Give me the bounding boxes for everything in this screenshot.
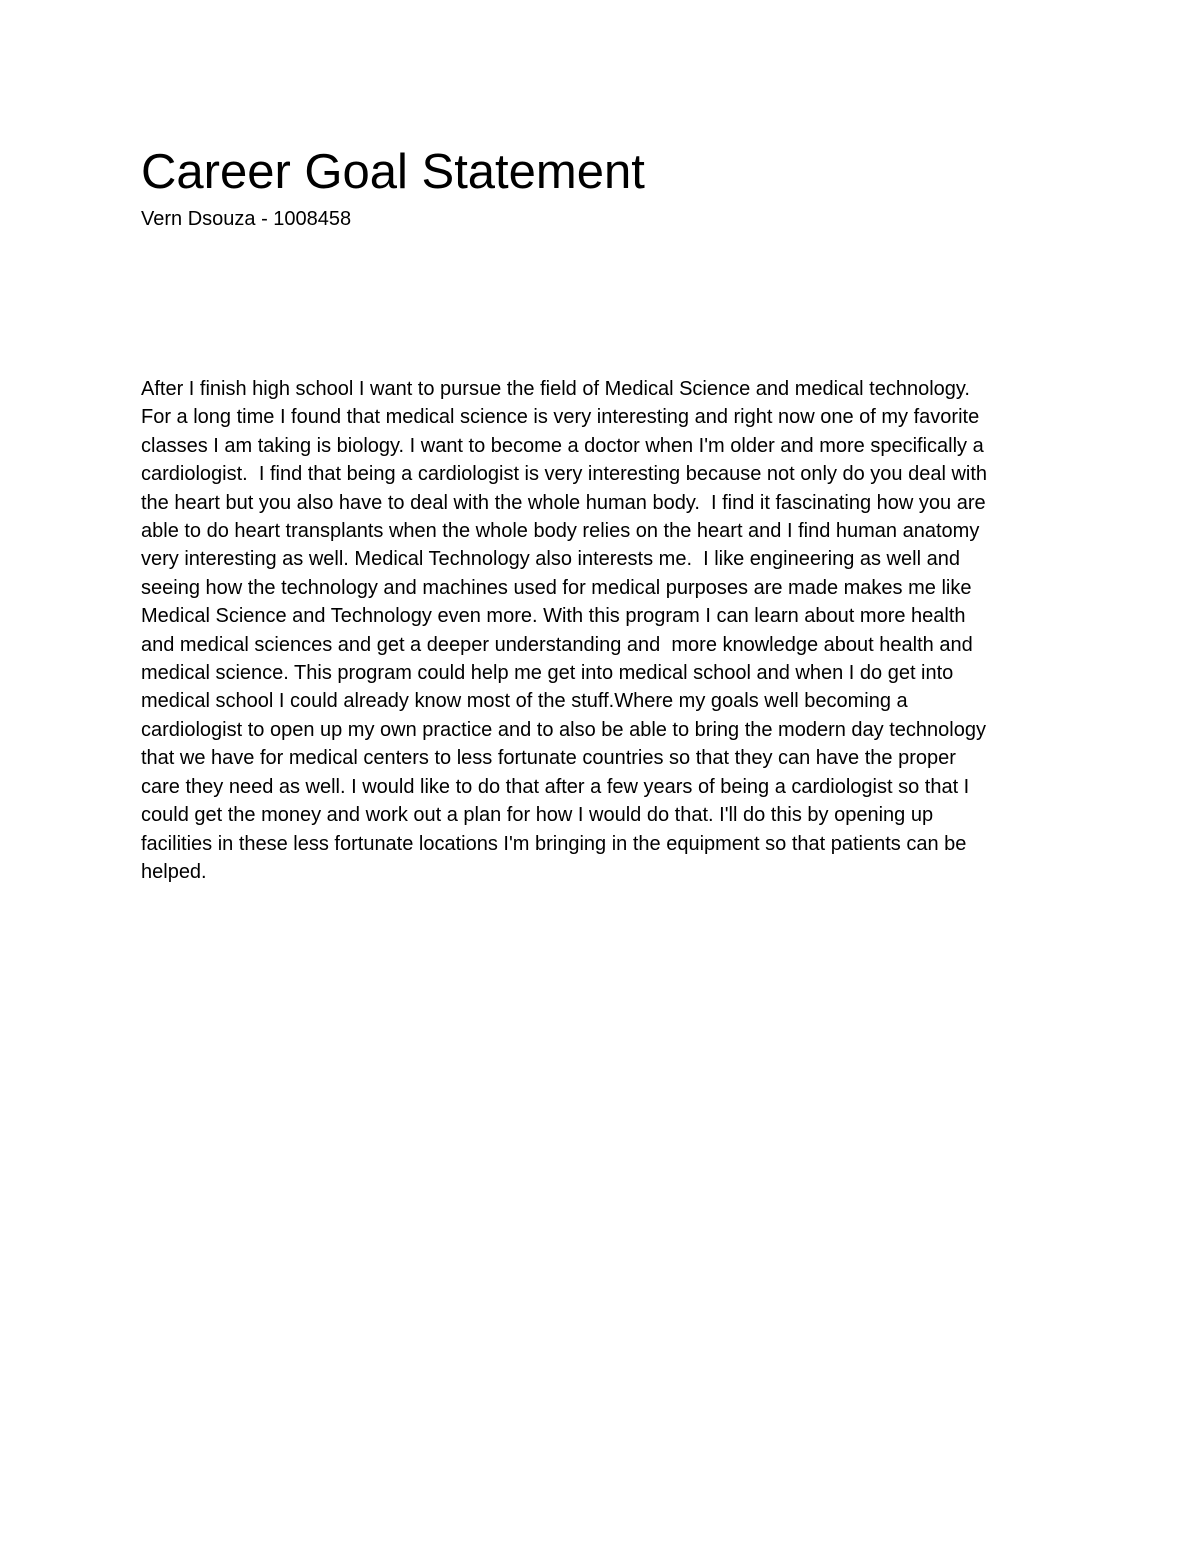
body-line: could get the money and work out a plan for how I would do that. I'll do this by opening up [141, 804, 934, 827]
body-line: and medical sciences and get a deeper understanding and more knowledge about health and [141, 633, 973, 656]
body-line: the heart but you also have to deal with the whole human body. I find it fascinating how you are [141, 491, 986, 514]
body-paragraph [141, 375, 1071, 886]
author-line: Vern Dsouza - 1008458 [141, 208, 352, 230]
body-line: very interesting as well. Medical Technology also interests me. I like engineering as well and [141, 548, 960, 571]
body-line: cardiologist. I find that being a cardiologist is very interesting because not only do you deal with [141, 463, 988, 486]
body-line: care they need as well. I would like to do that after a few years of being a cardiologist so that I [141, 775, 970, 798]
body-line: seeing how the technology and machines used for medical purposes are made makes me like [141, 576, 972, 599]
body-line: medical school I could already know most of the stuff.Where my goals well becoming a [141, 690, 908, 713]
body-line: After I finish high school I want to pursue the field of Medical Science and medical technology. [141, 378, 970, 400]
body-line: that we have for medical centers to less fortunate countries so that they can have the proper [141, 747, 956, 770]
body-line: classes I am taking is biology. I want to become a doctor when I'm older and more specifically a [141, 434, 984, 457]
body-line: Medical Science and Technology even more. With this program I can learn about more health [141, 605, 966, 628]
body-line: cardiologist to open up my own practice and to also be able to bring the modern day technology [141, 718, 986, 741]
body-line: medical science. This program could help me get into medical school and when I do get into [141, 662, 954, 685]
body-line: facilities in these less fortunate locations I'm bringing in the equipment so that patients can be [141, 832, 967, 855]
body-line: able to do heart transplants when the whole body relies on the heart and I find human anatomy [141, 520, 980, 543]
body-line: For a long time I found that medical science is very interesting and right now one of my favorite [141, 406, 980, 429]
body-line: helped. [141, 860, 207, 883]
document-title: Career Goal Statement [141, 145, 645, 199]
